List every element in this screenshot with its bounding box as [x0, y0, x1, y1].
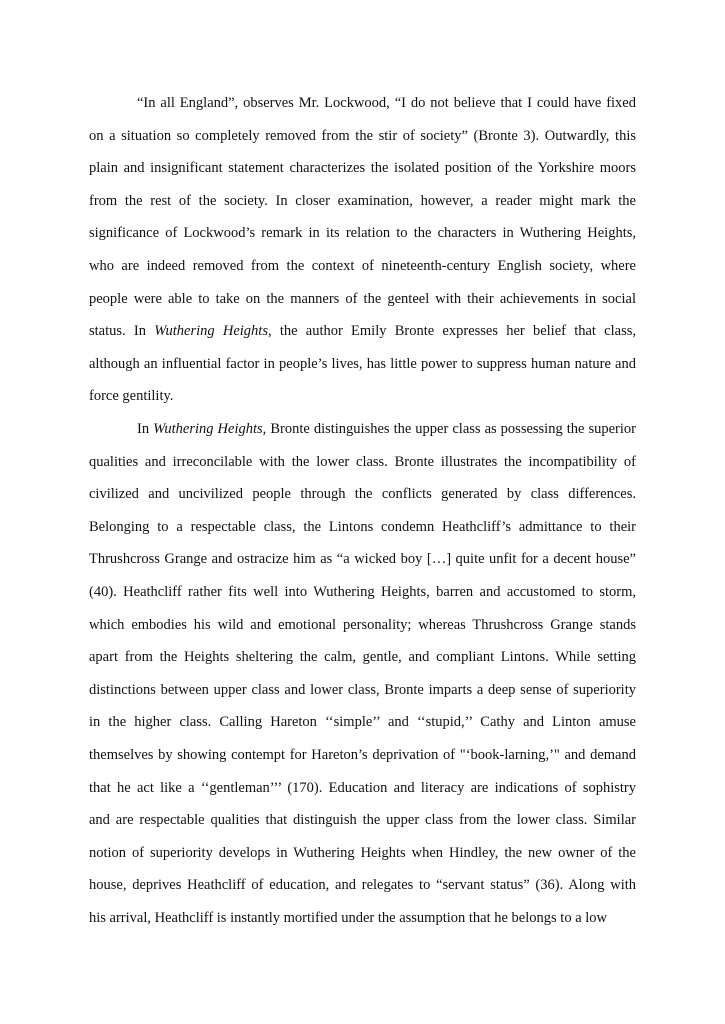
text-line	[89, 517, 636, 537]
italic-title: Wuthering Heights	[154, 323, 268, 340]
text-segment: from the rest of the society. In closer examination, however, a reader might mark the	[89, 192, 636, 209]
text-line	[89, 321, 636, 341]
text-segment: notion of superiority develops in Wuthering Heights when Hindley, the new owner of the	[89, 844, 636, 861]
text-line	[89, 778, 636, 798]
text-line	[89, 680, 636, 700]
text-segment: qualities and irreconcilable with the lower class. Bronte illustrates the incompatibility of	[89, 453, 636, 470]
text-line	[89, 745, 636, 765]
text-segment: people were able to take on the manners of the genteel with their achievements in social	[89, 290, 636, 307]
text-line	[89, 615, 636, 635]
text-line	[89, 484, 636, 504]
text-line	[89, 875, 636, 895]
text-segment: significance of Lockwood’s remark in its relation to the characters in Wuthering Heights,	[89, 225, 636, 242]
text-segment: in the higher class. Calling Hareton ‘‘simple’’ and ‘‘stupid,’’ Cathy and Linton amuse	[89, 714, 636, 731]
text-segment: which embodies his wild and emotional personality; whereas Thrushcross Grange stands	[89, 616, 636, 633]
text-segment: and are respectable qualities that distinguish the upper class from the lower class. Similar	[89, 812, 636, 829]
text-line	[89, 386, 636, 406]
text-segment: Belonging to a respectable class, the Lintons condemn Heathcliff’s admittance to their	[89, 518, 636, 535]
text-segment: apart from the Heights sheltering the calm, gentle, and compliant Lintons. While setting	[89, 649, 636, 666]
text-line	[89, 908, 636, 928]
text-segment: civilized and uncivilized people through the conflicts generated by class differences.	[89, 486, 636, 503]
text-segment: , Bronte distinguishes the upper class as possessing the superior	[262, 421, 636, 437]
text-line	[89, 647, 636, 667]
text-line	[137, 419, 636, 439]
text-segment: status. In	[89, 323, 155, 340]
text-segment: plain and insignificant statement characterizes the isolated position of the Yorkshire moors	[89, 160, 636, 177]
text-line	[89, 843, 636, 863]
text-line	[89, 289, 636, 309]
text-line	[89, 712, 636, 732]
text-segment: distinctions between upper class and lower class, Bronte imparts a deep sense of superiority	[89, 681, 636, 698]
text-segment: although an influential factor in people’s lives, has little power to suppress human nature and	[89, 355, 636, 372]
text-segment: (40). Heathcliff rather fits well into Wuthering Heights, barren and accustomed to storm,	[89, 584, 636, 600]
text-segment: house, deprives Heathcliff of education, and relegates to “servant status” (36). Along with	[89, 877, 636, 894]
text-line	[137, 93, 636, 113]
text-segment: force gentility.	[89, 388, 174, 405]
text-line	[89, 354, 636, 374]
text-segment: In	[137, 421, 154, 437]
text-line	[89, 810, 636, 830]
text-line	[89, 452, 636, 472]
text-line	[89, 223, 636, 243]
text-segment: who are indeed removed from the context of nineteenth-century English society, where	[89, 258, 636, 274]
text-segment: , the author Emily Bronte expresses her belief that class,	[267, 323, 636, 340]
text-segment: his arrival, Heathcliff is instantly mortified under the assumption that he belongs to a low	[89, 910, 607, 926]
text-line	[89, 582, 636, 602]
text-segment: on a situation so completely removed from the stir of society” (Bronte 3). Outwardly, this	[89, 127, 636, 144]
text-line	[89, 126, 636, 146]
text-line	[89, 549, 636, 569]
text-line	[89, 256, 636, 276]
text-segment: themselves by showing contempt for Hareton’s deprivation of "‘book-larning,’" and demand	[89, 747, 636, 763]
text-segment: Thrushcross Grange and ostracize him as “a wicked boy […] quite unfit for a decent house”	[89, 551, 636, 568]
text-line	[89, 158, 636, 178]
text-segment: that he act like a ‘‘gentleman’’’ (170). Education and literacy are indications of sophistry	[89, 779, 636, 796]
text-segment: “In all England”, observes Mr. Lockwood, “I do not believe that I could have fixed	[137, 95, 636, 111]
italic-title: Wuthering Heights	[153, 421, 263, 437]
text-line	[89, 191, 636, 211]
